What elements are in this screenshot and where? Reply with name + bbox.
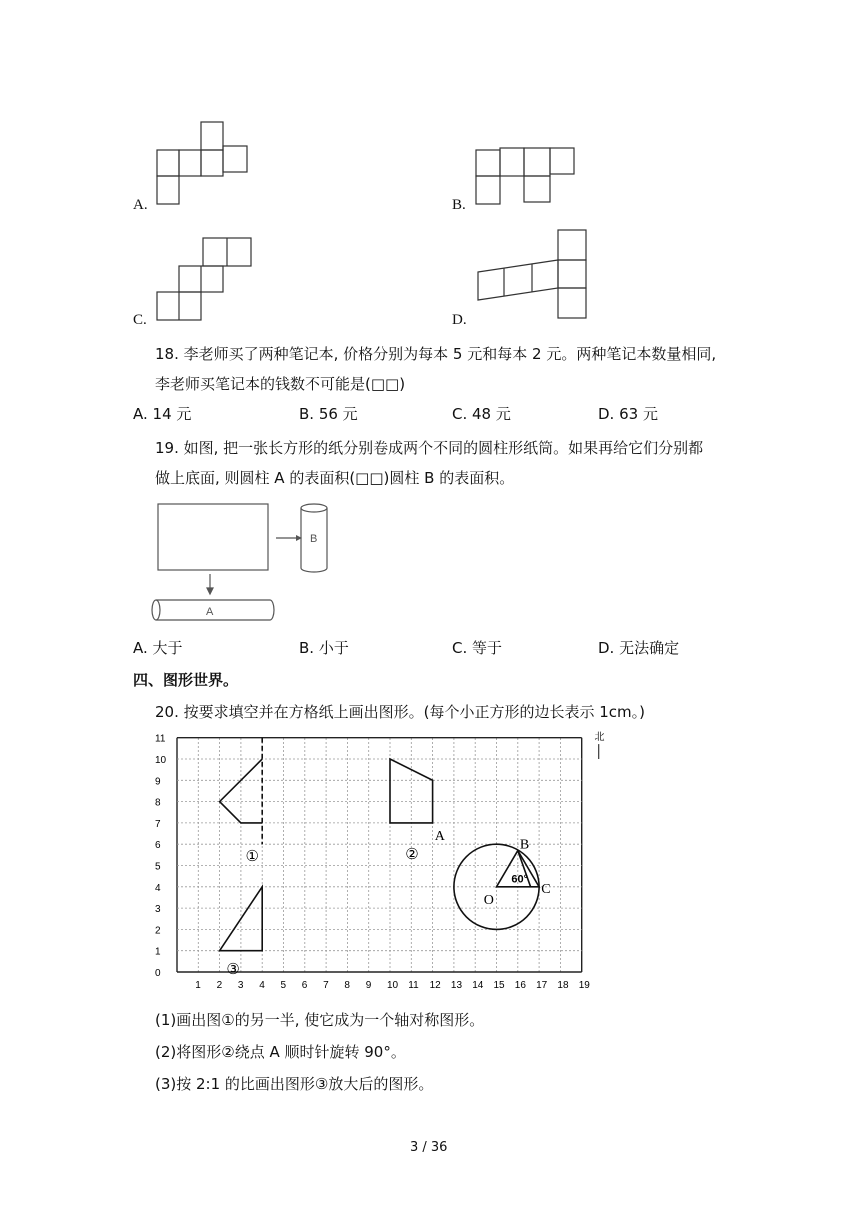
q20-text: 20. 按要求填空并在方格纸上画出图形。(每个小正方形的边长表示 1cm。) xyxy=(155,703,646,721)
x-tick-label: 14 xyxy=(472,980,484,991)
y-tick-label: 0 xyxy=(155,968,161,979)
figure-3-label: ③ xyxy=(226,962,240,979)
x-tick-label: 7 xyxy=(323,980,329,991)
x-tick-label: 4 xyxy=(259,980,265,991)
y-tick-label: 10 xyxy=(155,755,167,766)
q20-sub1: (1)画出图①的另一半, 使它成为一个轴对称图形。 xyxy=(155,1011,485,1029)
x-tick-label: 9 xyxy=(365,980,372,991)
q18-text-line1: 18. 李老师买了两种笔记本, 价格分别为每本 5 元和每本 2 元。两种笔记本数量相同, xyxy=(155,345,717,363)
net-b-figure xyxy=(474,144,578,208)
q20-sub2: (2)将图形②绕点 A 顺时针旋转 90°。 xyxy=(155,1043,406,1061)
x-tick-label: 3 xyxy=(237,980,244,991)
option-c-label[interactable]: C. xyxy=(133,312,147,328)
q18-option-b[interactable]: B. 56 元 xyxy=(299,405,358,423)
net-c-figure xyxy=(155,230,255,324)
option-b-label[interactable]: B. xyxy=(452,197,466,213)
x-tick-label: 13 xyxy=(450,980,463,991)
y-tick-label: 11 xyxy=(155,733,166,745)
y-tick-label: 9 xyxy=(155,776,161,788)
y-tick-label: 1 xyxy=(155,946,161,958)
cylinder-a-label: A xyxy=(206,606,214,618)
y-tick-label: 8 xyxy=(155,797,161,809)
point-a-label: A xyxy=(434,828,445,844)
grid-paper-figure xyxy=(145,730,615,992)
x-tick-label: 18 xyxy=(557,980,569,991)
y-tick-label: 6 xyxy=(155,840,161,852)
q19-option-d[interactable]: D. 无法确定 xyxy=(598,639,680,657)
section-heading: 四、图形世界。 xyxy=(133,671,239,689)
x-tick-label: 17 xyxy=(536,980,548,991)
y-tick-label: 7 xyxy=(155,818,161,830)
x-tick-label: 6 xyxy=(301,980,308,991)
x-tick-label: 11 xyxy=(408,980,419,991)
x-tick-label: 8 xyxy=(344,980,350,991)
q19-text-line1: 19. 如图, 把一张长方形的纸分别卷成两个不同的圆柱形纸筒。如果再给它们分别都 xyxy=(155,439,704,457)
page-number: 3 / 36 xyxy=(410,1140,448,1155)
net-d-figure xyxy=(474,226,590,326)
x-tick-label: 19 xyxy=(578,980,590,991)
point-c-label: C xyxy=(541,882,551,898)
cylinder-b-label: B xyxy=(310,533,318,545)
q19-option-c[interactable]: C. 等于 xyxy=(452,639,503,657)
north-label: 北 xyxy=(594,731,605,743)
q18-option-d[interactable]: D. 63 元 xyxy=(598,405,658,423)
point-o-label: O xyxy=(483,892,494,908)
y-tick-label: 2 xyxy=(155,925,161,937)
y-tick-label: 4 xyxy=(155,882,161,894)
q19-option-a[interactable]: A. 大于 xyxy=(133,639,183,657)
q18-option-a[interactable]: A. 14 元 xyxy=(133,405,192,423)
y-tick-label: 5 xyxy=(155,861,161,873)
q20-sub3: (3)按 2:1 的比画出图形③放大后的图形。 xyxy=(155,1075,434,1093)
x-tick-label: 2 xyxy=(216,980,223,991)
option-d-label[interactable]: D. xyxy=(452,312,467,328)
paper-rectangle xyxy=(158,504,268,570)
figure-1-label: ① xyxy=(245,849,260,866)
y-tick-label: 3 xyxy=(155,904,161,916)
x-tick-label: 10 xyxy=(387,980,399,991)
x-tick-label: 15 xyxy=(493,980,505,991)
q18-option-c[interactable]: C. 48 元 xyxy=(452,405,511,423)
q19-option-b[interactable]: B. 小于 xyxy=(299,639,349,657)
x-tick-label: 5 xyxy=(280,980,287,991)
x-tick-label: 16 xyxy=(514,980,526,991)
figure-3-triangle xyxy=(220,887,263,951)
net-a-figure xyxy=(155,118,255,208)
q18-text-line2: 李老师买笔记本的钱数不可能是(□□) xyxy=(155,375,406,393)
angle-label: 60° xyxy=(511,873,529,886)
figure-2-label: ② xyxy=(405,847,419,864)
option-a-label[interactable]: A. xyxy=(133,197,148,213)
x-tick-label: 1 xyxy=(195,980,201,991)
cylinder-diagram xyxy=(150,500,340,630)
q19-text-line2: 做上底面, 则圆柱 A 的表面积(□□)圆柱 B 的表面积。 xyxy=(155,469,515,487)
point-b-label: B xyxy=(519,837,530,853)
x-tick-label: 12 xyxy=(429,980,441,991)
